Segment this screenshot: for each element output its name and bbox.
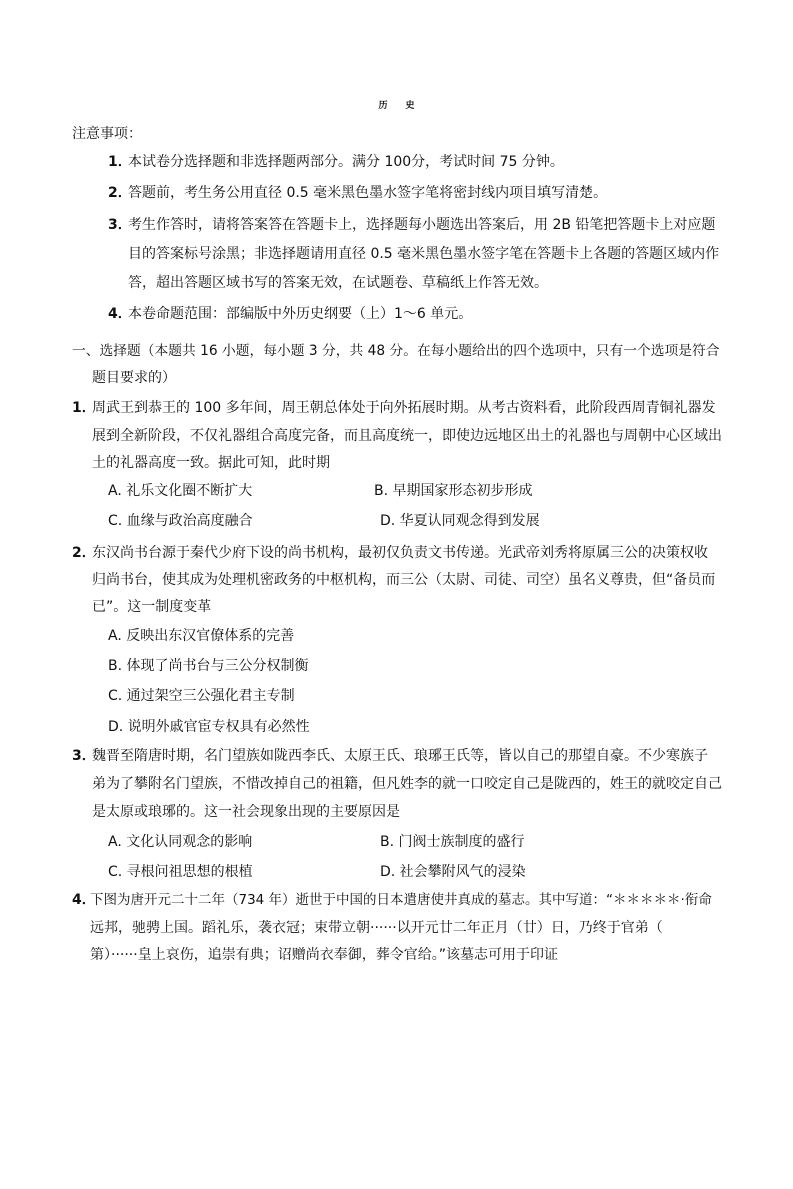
option-d: D. 华夏认同观念得到发展	[380, 513, 540, 529]
question-stem-line: 展到全新阶段，不仅礼器组合高度完备，而且高度统一，即使边远地区出土的礼器也与周朝中心区域出	[92, 428, 722, 444]
notice-item-text: 本卷命题范围：部编版中外历史纲要（上）1～6 单元。	[128, 306, 473, 322]
question-number: 1．	[72, 400, 96, 416]
question-number: 2．	[72, 545, 96, 561]
notice-item-text: 答题前，考生务公用直径 0.5 毫米黑色墨水签字笔将密封线内项目填写清楚。	[128, 185, 608, 201]
notice-heading: 注意事项：	[72, 126, 142, 142]
option-a: A. 反映出东汉官僚体系的完善	[108, 628, 295, 644]
option-c: C. 血缘与政治高度融合	[108, 513, 253, 529]
option-a: A. 文化认同观念的影响	[108, 834, 253, 850]
notice-item-number: 1．	[108, 154, 132, 170]
notice-item-text: 本试卷分选择题和非选择题两部分。满分 100分，考试时间 75 分钟。	[128, 154, 564, 170]
notice-item-number: 2．	[108, 185, 132, 201]
option-c: C. 寻根问祖思想的根植	[108, 864, 253, 880]
notice-item-text: 目的答案标号涂黑；非选择题请用直径 0.5 毫米黑色墨水签字笔在答题卡上各题的答题区域内作	[128, 246, 720, 262]
option-d: D. 社会攀附风气的浸染	[380, 864, 526, 880]
question-stem-line: 归尚书台，使其成为处理机密政务的中枢机构，而三公（太尉、司徒、司空）虽名义尊贵，但“备员而	[92, 572, 716, 588]
question-stem-line: 东汉尚书台源于秦代少府下设的尚书机构，最初仅负责文书传递。光武帝刘秀将原属三公的决策权收	[92, 545, 708, 561]
notice-item-text: 答，超出答题区域书写的答案无效，在试题卷、草稿纸上作答无效。	[128, 275, 548, 291]
question-stem-line: 弟为了攀附名门望族，不惜改掉自己的祖籍，但凡姓李的就一口咬定自己是陇西的，姓王的就咬定自己	[92, 776, 722, 792]
question-stem-line: 第）······皇上哀伤，追崇有典；诏赠尚衣奉御，葬令官给。”该墓志可用于印证	[90, 947, 558, 963]
question-stem-line: 魏晋至隋唐时期，名门望族如陇西李氏、太原王氏、琅琊王氏等，皆以自己的那望自豪。不少寒族子	[92, 748, 708, 764]
question-stem-line: 土的礼器高度一致。据此可知，此时期	[92, 455, 330, 471]
notice-item-number: 3．	[108, 217, 132, 233]
section-heading-line: 一、选择题（本题共 16 小题，每小题 3 分，共 48 分。在每小题给出的四个选项中，只有一个选项是符合	[72, 343, 720, 359]
question-number: 4．	[72, 892, 96, 908]
notice-item-text: 考生作答时，请将答案答在答题卡上，选择题每小题选出答案后，用 2B 铅笔把答题卡上对应题	[128, 217, 716, 233]
option-b: B. 体现了尚书台与三公分权制衡	[108, 658, 309, 674]
page-title: 历 史	[378, 101, 415, 111]
question-stem-line: 下图为唐开元二十二年（734 年）逝世于中国的日本遣唐使井真成的墓志。其中写道：“＊＊＊＊＊·衔命	[90, 892, 712, 908]
notice-item-number: 4．	[108, 306, 132, 322]
question-number: 3．	[72, 748, 96, 764]
question-stem-line: 远邦，驰骋上国。蹈礼乐，袭衣冠；束带立朝······以开元廿二年正月（廿）日，乃终于官弟（	[90, 920, 663, 936]
option-d: D. 说明外戚官宦专权具有必然性	[108, 719, 310, 735]
question-stem-line: 是太原或琅琊的。这一社会现象出现的主要原因是	[92, 804, 400, 820]
question-stem-line: 周武王到恭王的 100 多年间，周王朝总体处于向外拓展时期。从考古资料看，此阶段西周青铜礼器发	[92, 400, 716, 416]
option-b: B. 门阀士族制度的盛行	[380, 834, 525, 850]
option-b: B. 早期国家形态初步形成	[374, 483, 533, 499]
section-heading-line: 题目要求的）	[92, 370, 176, 386]
question-stem-line: 已”。这一制度变革	[92, 599, 212, 615]
option-c: C. 通过架空三公强化君主专制	[108, 688, 295, 704]
option-a: A. 礼乐文化圈不断扩大	[108, 483, 253, 499]
